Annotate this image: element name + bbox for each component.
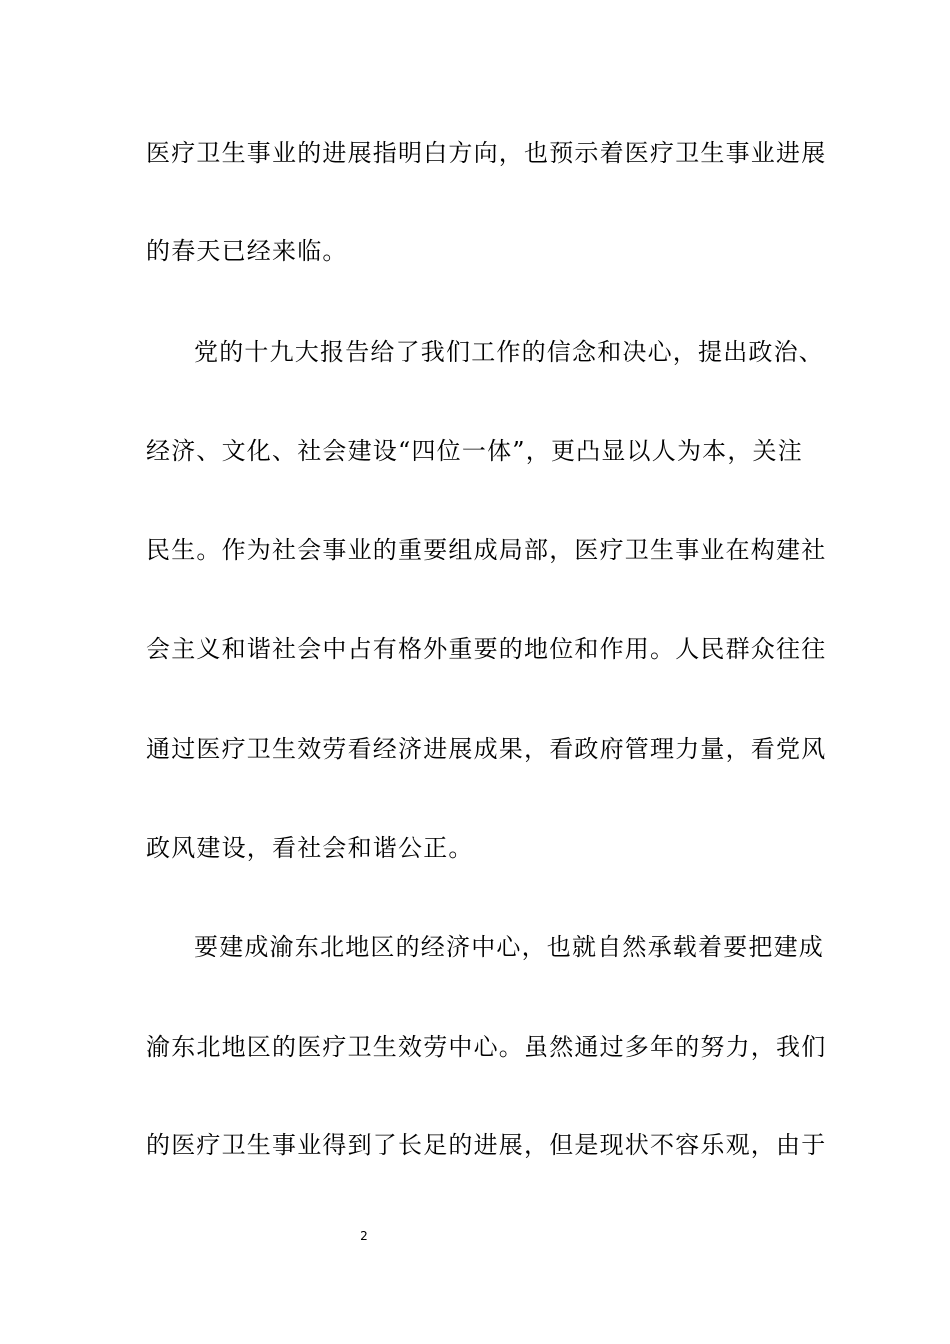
text-line-2: 的春天已经来临。 (146, 237, 348, 265)
text-line-11: 的医疗卫生事业得到了长足的进展，但是现状不容乐观，由于 (146, 1131, 827, 1159)
text-line-4: 经济、文化、社会建设“四位一体”，更凸显以人为本，关注 (146, 437, 803, 465)
text-line-1: 医疗卫生事业的进展指明白方向，也预示着医疗卫生事业进展 (146, 139, 827, 167)
text-line-8: 政风建设，看社会和谐公正。 (146, 834, 474, 862)
text-line-7: 通过医疗卫生效劳看经济进展成果，看政府管理力量，看党风 (146, 735, 827, 763)
text-line-3: 党的十九大报告给了我们工作的信念和决心，提出政治、 (194, 338, 824, 366)
page-number: 2 (360, 1229, 368, 1243)
text-line-5: 民生。作为社会事业的重要组成局部，医疗卫生事业在构建社 (146, 536, 827, 564)
text-line-10: 渝东北地区的医疗卫生效劳中心。虽然通过多年的努力，我们 (146, 1033, 827, 1061)
text-line-9: 要建成渝东北地区的经济中心，也就自然承载着要把建成 (194, 933, 824, 961)
text-line-6: 会主义和谐社会中占有格外重要的地位和作用。人民群众往往 (146, 635, 827, 663)
